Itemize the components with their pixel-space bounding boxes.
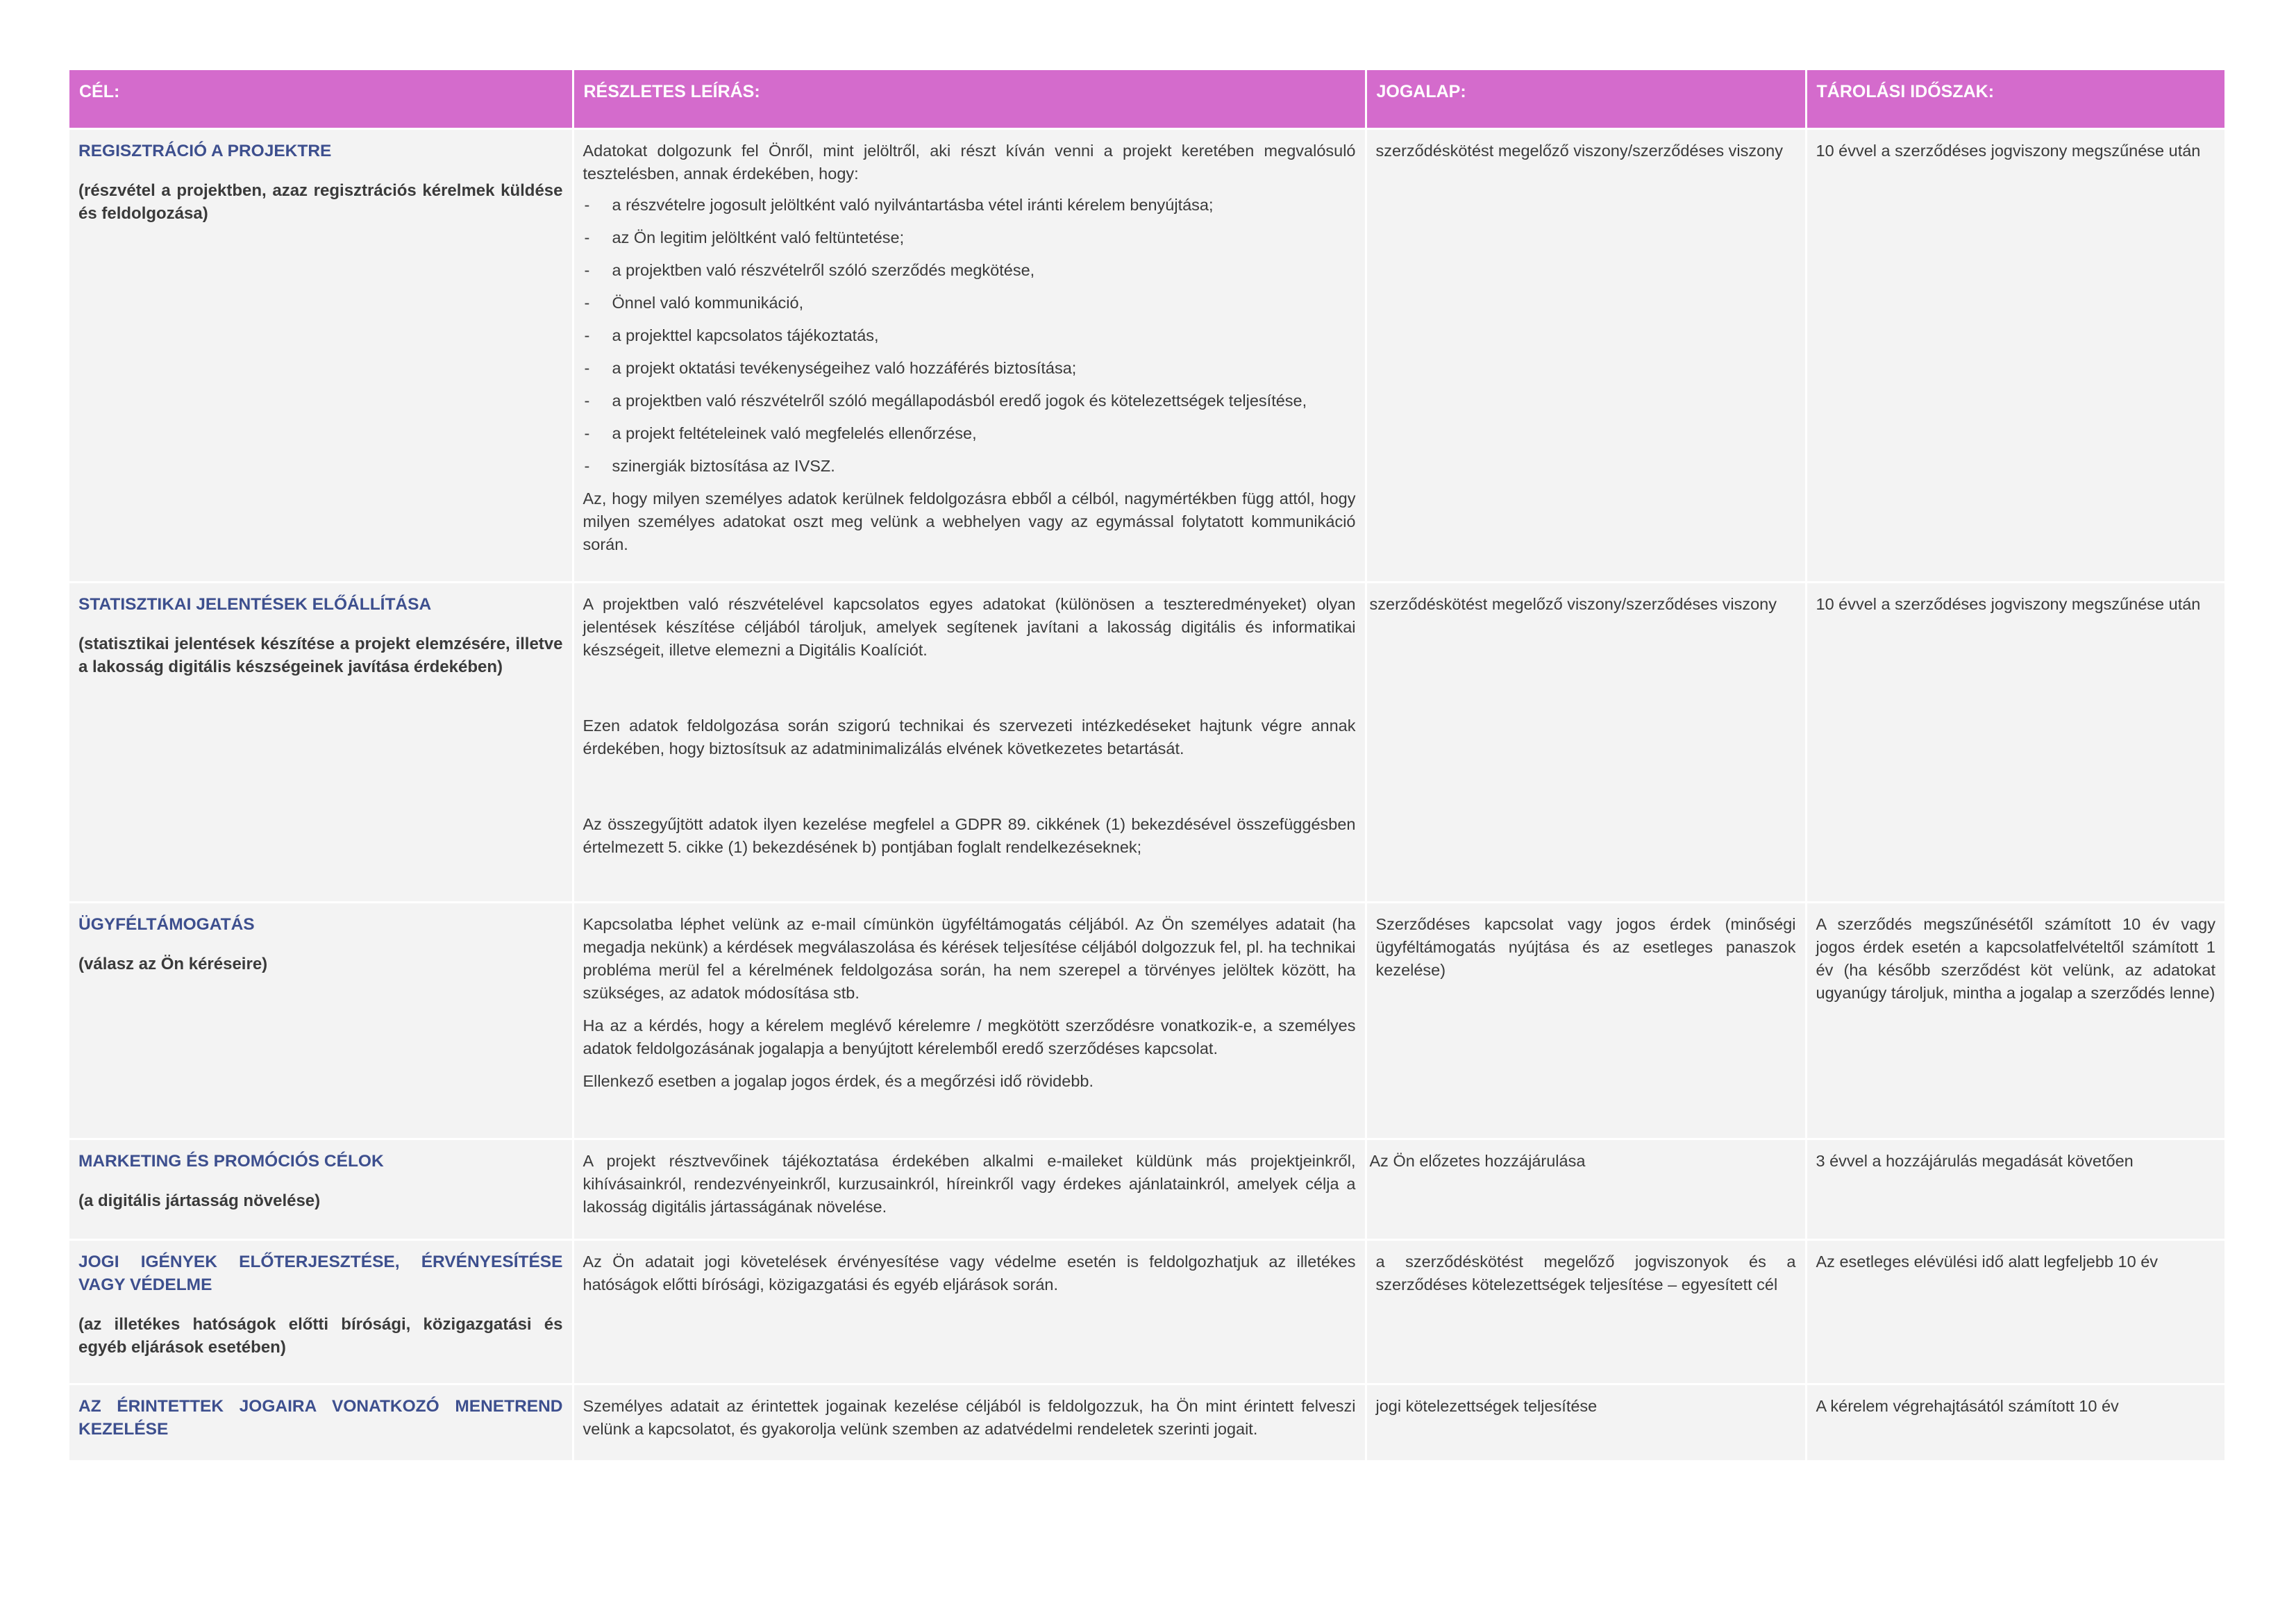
purpose-title: MARKETING ÉS PROMÓCIÓS CÉLOK <box>78 1152 384 1171</box>
description-cell <box>573 1240 1366 1384</box>
retention-cell: 3 évvel a hozzájárulás megadását követően <box>1806 1139 2224 1240</box>
header-description: RÉSZLETES LEÍRÁS: <box>573 70 1366 129</box>
legal-basis-cell: Szerződéses kapcsolat vagy jogos érdek (minőségi ügyféltámogatás nyújtása és az esetleges panaszok kezelése) <box>1366 903 1806 1139</box>
list-item: - a projektben való részvételről szóló szerződés megkötése, <box>584 261 1035 279</box>
list-item: - szinergiák biztosítása az IVSZ. <box>584 457 835 475</box>
purpose-cell <box>69 1240 573 1384</box>
retention-cell: 10 évvel a szerződéses jogviszony megszűnése után <box>1806 583 2224 903</box>
description-paragraph: Adatokat dolgozunk fel Önről, mint jelöltről, aki részt kíván venni a projekt keretében megvalósuló tesztelésben, annak érdekében, hogy: <box>583 142 1356 183</box>
header-retention-period: TÁROLÁSI IDŐSZAK: <box>1806 70 2224 129</box>
purpose-subtitle: (részvétel a projektben, azaz regisztrációs kérelmek küldése és feldolgozása) <box>78 181 563 223</box>
purpose-title: JOGI IGÉNYEK ELŐTERJESZTÉSE, ÉRVÉNYESÍTÉSE VAGY VÉDELME <box>78 1253 563 1294</box>
purpose-subtitle: (az illetékes hatóságok előtti bírósági, közigazgatási és egyéb eljárások esetében) <box>78 1315 563 1357</box>
privacy-table-page <box>69 70 2224 1460</box>
description-cell <box>573 1139 1366 1240</box>
description-paragraph: Kapcsolatba léphet velünk az e-mail címünkön ügyféltámogatás céljából. Az Ön személyes adatait (ha megadja nekünk) a kérdések megválaszolása és kérések teljesítése céljából dolgozzuk fel, pl. ha technikai probléma merül fel a kérelmének feldolgozása során, ha nem szerepel a törvényes jelöltek között, ha szükséges, az adatok módosítása stb. <box>583 915 1356 1002</box>
retention-cell: Az esetleges elévülési idő alatt legfeljebb 10 év <box>1806 1240 2224 1384</box>
purpose-subtitle: (statisztikai jelentések készítése a projekt elemzésére, illetve a lakosság digitális készségeinek javítása érdekében) <box>78 635 563 676</box>
header-purpose: CÉL: <box>69 70 573 129</box>
description-paragraph: A projekt résztvevőinek tájékoztatása érdekében alkalmi e-maileket küldünk más projektjeinkről, kihívásainkról, rendezvényeinkről, kurzusainkról, híreinkről vagy érdekes ajánlatainkról, amelyek célja a lakosság digitális jártasságának növelése. <box>583 1152 1356 1216</box>
description-cell <box>573 1384 1366 1461</box>
description-paragraph: Az, hogy milyen személyes adatok kerülnek feldolgozásra ebből a célból, nagymértékben függ attól, hogy milyen személyes adatokat oszt meg velünk a webhelyen vagy az egymással folytatott kommunikáció során. <box>583 489 1356 553</box>
table-row <box>69 583 2224 903</box>
header-legal-basis: JOGALAP: <box>1366 70 1806 129</box>
purpose-cell <box>69 583 573 903</box>
description-paragraph: Ellenkező esetben a jogalap jogos érdek, és a megőrzési idő rövidebb. <box>583 1072 1093 1090</box>
table-row <box>69 1240 2224 1384</box>
data-processing-table <box>69 70 2224 1460</box>
legal-basis-cell: szerződéskötést megelőző viszony/szerződéses viszony <box>1366 129 1806 583</box>
table-row <box>69 129 2224 583</box>
list-item: - Önnel való kommunikáció, <box>584 294 804 312</box>
description-paragraph: Személyes adatait az érintettek jogainak kezelése céljából is feldolgozzuk, ha Ön mint érintett felveszi velünk a kapcsolatot, és gyakorolja velünk szemben az adatvédelmi rendeletek szerinti jogait. <box>583 1397 1356 1438</box>
description-paragraph: Az összegyűjtött adatok ilyen kezelése megfelel a GDPR 89. cikkének (1) bekezdésével összefüggésben értelmezett 5. cikke (1) bekezdésének b) pontjában foglalt rendelkezéseknek; <box>583 815 1356 856</box>
description-paragraph: Az Ön adatait jogi követelések érvényesítése vagy védelme esetén is feldolgozhatjuk az illetékes hatóságok előtti bírósági, közigazgatási és egyéb eljárások során. <box>583 1253 1356 1294</box>
purpose-title: REGISZTRÁCIÓ A PROJEKTRE <box>78 142 332 160</box>
purpose-title: ÜGYFÉLTÁMOGATÁS <box>78 915 255 934</box>
list-item: - a projekt oktatási tevékenységeihez való hozzáférés biztosítása; <box>584 359 1077 377</box>
description-cell <box>573 583 1366 903</box>
legal-basis-cell: a szerződéskötést megelőző jogviszonyok és a szerződéses kötelezettségek teljesítése – egyesített cél <box>1366 1240 1806 1384</box>
purpose-subtitle: (válasz az Ön kéréseire) <box>78 955 268 973</box>
list-item: - a projekt feltételeinek való megfelelés ellenőrzése, <box>584 424 977 442</box>
purpose-subtitle: (a digitális jártasság növelése) <box>78 1191 321 1210</box>
description-paragraph: Ezen adatok feldolgozása során szigorú technikai és szervezeti intézkedéseket hajtunk végre annak érdekében, hogy biztosítsuk az adatminimalizálás elvének következetes betartását. <box>583 717 1356 757</box>
purpose-cell <box>69 1384 573 1461</box>
table-row <box>69 903 2224 1139</box>
description-cell <box>573 129 1366 583</box>
legal-basis-cell: jogi kötelezettségek teljesítése <box>1366 1384 1806 1461</box>
description-paragraph: A projektben való részvételével kapcsolatos egyes adatokat (különösen a teszteredményeket) olyan jelentések készítése céljából tároljuk, amelyek segítenek javítani a lakosság digitális és informatikai készségeit, illetve elemezni a Digitális Koalíciót. <box>583 595 1356 659</box>
description-list <box>583 194 1356 478</box>
list-item: - a projektben való részvételről szóló megállapodásból eredő jogok és kötelezettségek teljesítése, <box>584 392 1307 410</box>
purpose-cell <box>69 129 573 583</box>
purpose-cell <box>69 903 573 1139</box>
description-paragraph: Ha az a kérdés, hogy a kérelem meglévő kérelemre / megkötött szerződésre vonatkozik-e, a személyes adatok feldolgozásának jogalapja a benyújtott kérelemből eredő szerződéses kapcsolat. <box>583 1016 1356 1057</box>
list-item: - az Ön legitim jelöltként való feltüntetése; <box>584 228 905 246</box>
description-cell <box>573 903 1366 1139</box>
retention-cell: 10 évvel a szerződéses jogviszony megszűnése után <box>1806 129 2224 583</box>
purpose-title: STATISZTIKAI JELENTÉSEK ELŐÁLLÍTÁSA <box>78 595 432 614</box>
purpose-cell <box>69 1139 573 1240</box>
list-item: - a részvételre jogosult jelöltként való nyilvántartásba vétel iránti kérelem benyújtása; <box>584 196 1214 214</box>
retention-cell: A szerződés megszűnésétől számított 10 év vagy jogos érdek esetén a kapcsolatfelvételtől számított 1 év (ha később szerződést köt velünk, az adatokat ugyanúgy tároljuk, mintha a jogalap a szerződés lenne) <box>1806 903 2224 1139</box>
table-row <box>69 1139 2224 1240</box>
list-item: - a projekttel kapcsolatos tájékoztatás, <box>584 326 879 344</box>
retention-cell: A kérelem végrehajtásától számított 10 év <box>1806 1384 2224 1461</box>
legal-basis-cell: szerződéskötést megelőző viszony/szerződéses viszony <box>1366 583 1806 903</box>
legal-basis-cell: Az Ön előzetes hozzájárulása <box>1366 1139 1806 1240</box>
purpose-title: AZ ÉRINTETTEK JOGAIRA VONATKOZÓ MENETREND KEZELÉSE <box>78 1397 563 1439</box>
table-header-row <box>69 70 2224 129</box>
table-row <box>69 1384 2224 1461</box>
